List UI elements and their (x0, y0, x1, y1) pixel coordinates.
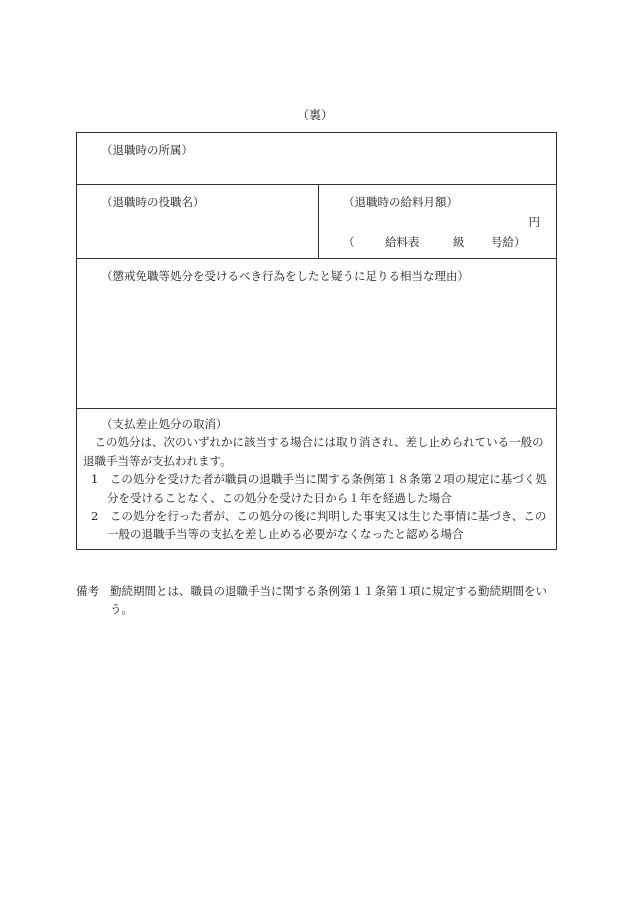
reason-label: （懲戒免職等処分を受けるべき行為をしたと疑うに足りる相当な理由） (101, 269, 469, 283)
row-cancellation (77, 409, 556, 549)
cancellation-paragraph: この処分は、次のいずれかに該当する場合には取り消され、差し止められている一般の退職手当等が支払われます。 (83, 435, 544, 468)
remarks-head: 備考 (76, 584, 99, 598)
page-side-label: （裏） (296, 108, 333, 122)
salary-cell (319, 185, 556, 258)
grade-label: 級 (453, 235, 465, 249)
cancellation-item: 1 この処分を受けた者が職員の退職手当に関する条例第１８条第２項の規定に基づく処分を受けることなく、この処分を受けた日から１年を経過した場合 (91, 472, 547, 505)
row-affiliation (77, 133, 556, 185)
row-reason (77, 259, 556, 409)
form-table (76, 132, 557, 550)
affiliation-label: （退職時の所属） (101, 143, 193, 157)
remarks-body: 勤続期間とは、職員の退職手当に関する条例第１１条第１項に規定する勤続期間をいう。 (110, 584, 547, 617)
salary-label: （退職時の給料月額） (343, 195, 458, 209)
remarks (76, 582, 557, 619)
position-label: （退職時の役職名） (101, 195, 205, 209)
yen-unit: 円 (528, 215, 540, 229)
position-cell (77, 185, 319, 258)
cancellation-item: 2 この処分を行った者が、この処分の後に判明した事実又は生じた事情に基づき、この一般の退職手当等の支払を差し止める必要がなくなったと認める場合 (91, 508, 547, 542)
cancellation-title: （支払差止処分の取消） (101, 417, 228, 431)
row-position-salary (77, 185, 556, 259)
paren-open: （ (343, 235, 355, 249)
pay-table-label: 給料表 (385, 235, 420, 249)
step-label: 号給） (491, 235, 526, 249)
